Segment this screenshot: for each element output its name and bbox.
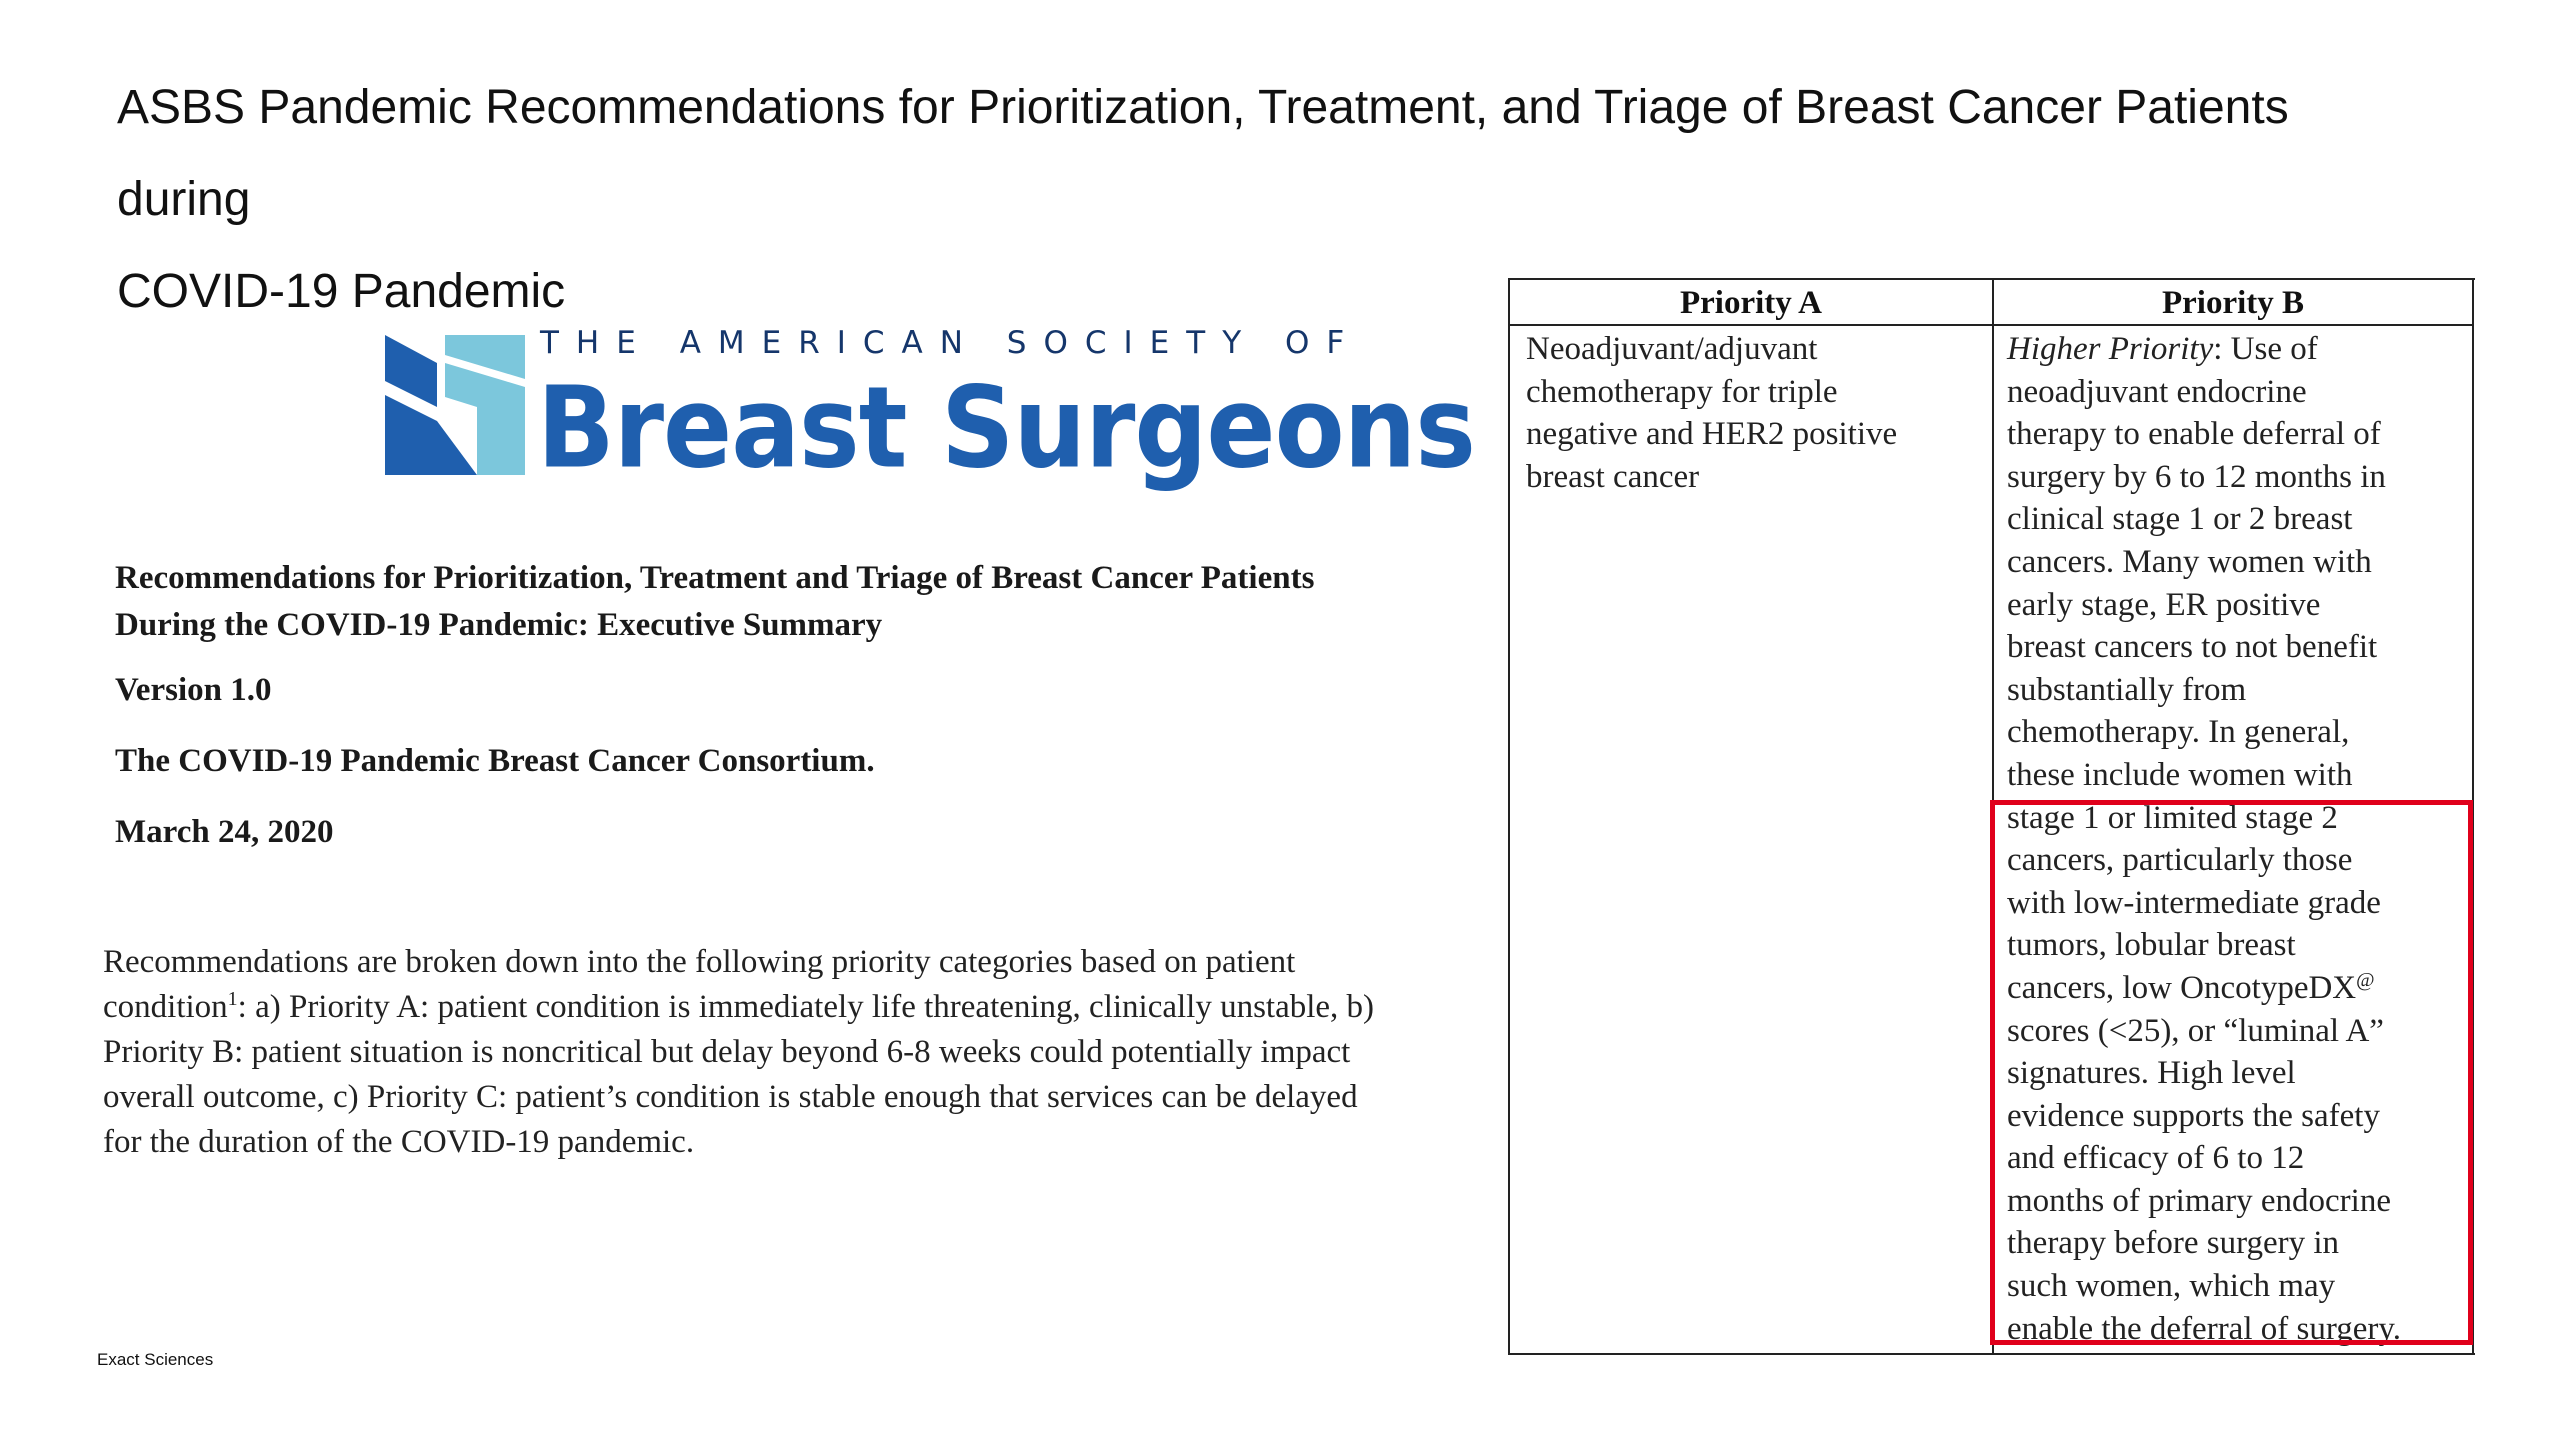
priority-b-line: therapy to enable deferral of — [2007, 416, 2381, 453]
priority-b-line: cancers, particularly those — [2007, 842, 2353, 879]
priority-a-line: chemotherapy for triple — [1526, 373, 1838, 410]
document-heading-line-2: During the COVID-19 Pandemic: Executive Summary — [115, 607, 883, 643]
slide-title-line-2: COVID-19 Pandemic — [117, 265, 566, 318]
body-line: for the duration of the COVID-19 pandemic. — [103, 1124, 695, 1160]
priority-b-line: tumors, lobular breast — [2007, 927, 2296, 964]
priority-b-line: surgery by 6 to 12 months in — [2007, 458, 2386, 495]
document-consortium: The COVID-19 Pandemic Breast Cancer Consortium. — [115, 743, 875, 779]
footnote-marker: 1 — [227, 988, 238, 1010]
priority-b-column — [1994, 280, 2474, 1353]
priority-a-header: Priority A — [1510, 280, 1992, 326]
document-date: March 24, 2020 — [115, 814, 334, 850]
priority-b-line: scores (<25), or “luminal A” — [2007, 1012, 2384, 1049]
priority-b-line: clinical stage 1 or 2 breast — [2007, 501, 2353, 538]
priority-a-text — [1510, 326, 1992, 498]
logo-top-text: THE AMERICAN SOCIETY OF — [540, 325, 1362, 361]
document-heading-line-1: Recommendations for Prioritization, Treatment and Triage of Breast Cancer Patients — [115, 560, 1315, 596]
priority-b-text — [1994, 326, 2472, 1350]
priority-a-line: Neoadjuvant/adjuvant — [1526, 331, 1818, 367]
priority-b-line: stage 1 or limited stage 2 — [2007, 799, 2338, 836]
priority-b-line: with low-intermediate grade — [2007, 884, 2381, 921]
priority-b-line: neoadjuvant endocrine — [2007, 373, 2307, 410]
priority-b-header: Priority B — [1994, 280, 2472, 326]
priority-b-line: breast cancers to not benefit — [2007, 629, 2378, 666]
body-line: Priority B: patient situation is noncritical but delay beyond 6-8 weeks could potentially impact — [103, 1034, 1351, 1070]
priority-b-line: evidence supports the safety — [2007, 1097, 2380, 1134]
body-line: condition$^1$: a) Priority A: patient condition is immediately life threatening, clinically unstable, b) — [103, 988, 1375, 1025]
priority-a-line: negative and HER2 positive — [1526, 416, 1898, 453]
logo-main-text: Breast Surgeons — [537, 363, 1476, 494]
document-heading — [115, 555, 1515, 649]
priority-b-line: these include women with — [2007, 756, 2353, 793]
asbs-logo-mark-icon — [385, 335, 525, 475]
document-body — [103, 940, 1523, 1165]
priority-a-line: breast cancer — [1526, 458, 1700, 495]
priority-b-line: cancers, low OncotypeDX@ — [2007, 968, 2375, 1006]
body-line: Recommendations are broken down into the following priority categories based on patient — [103, 944, 1296, 980]
footer-source: Exact Sciences — [97, 1350, 214, 1369]
priority-b-line: substantially from — [2007, 671, 2247, 708]
priority-a-column — [1510, 280, 1994, 1353]
document-version: Version 1.0 — [115, 672, 272, 708]
registered-marker: @ — [2356, 968, 2375, 991]
asbs-logo — [385, 325, 1476, 494]
slide-title-line-1: ASBS Pandemic Recommendations for Prioritization, Treatment, and Triage of Breast Cancer Patients during — [117, 81, 2289, 226]
priority-b-line: months of primary endocrine — [2007, 1182, 2391, 1219]
priority-b-line: therapy before surgery in — [2007, 1225, 2340, 1262]
priority-b-line: chemotherapy. In general, — [2007, 714, 2350, 751]
priority-b-line: Higher Priority: Use of — [2007, 331, 2318, 367]
priority-b-line: and efficacy of 6 to 12 — [2007, 1140, 2305, 1177]
priority-b-line: such women, which may — [2007, 1268, 2336, 1305]
priority-b-line: cancers. Many women with — [2007, 543, 2372, 580]
priority-b-line: signatures. High level — [2007, 1055, 2296, 1092]
priority-b-line: enable the deferral of surgery. — [2007, 1310, 2401, 1347]
body-line: overall outcome, c) Priority C: patient’s condition is stable enough that services can be delayed — [103, 1079, 1358, 1115]
priority-table — [1508, 278, 2475, 1355]
priority-b-line: early stage, ER positive — [2007, 586, 2321, 623]
